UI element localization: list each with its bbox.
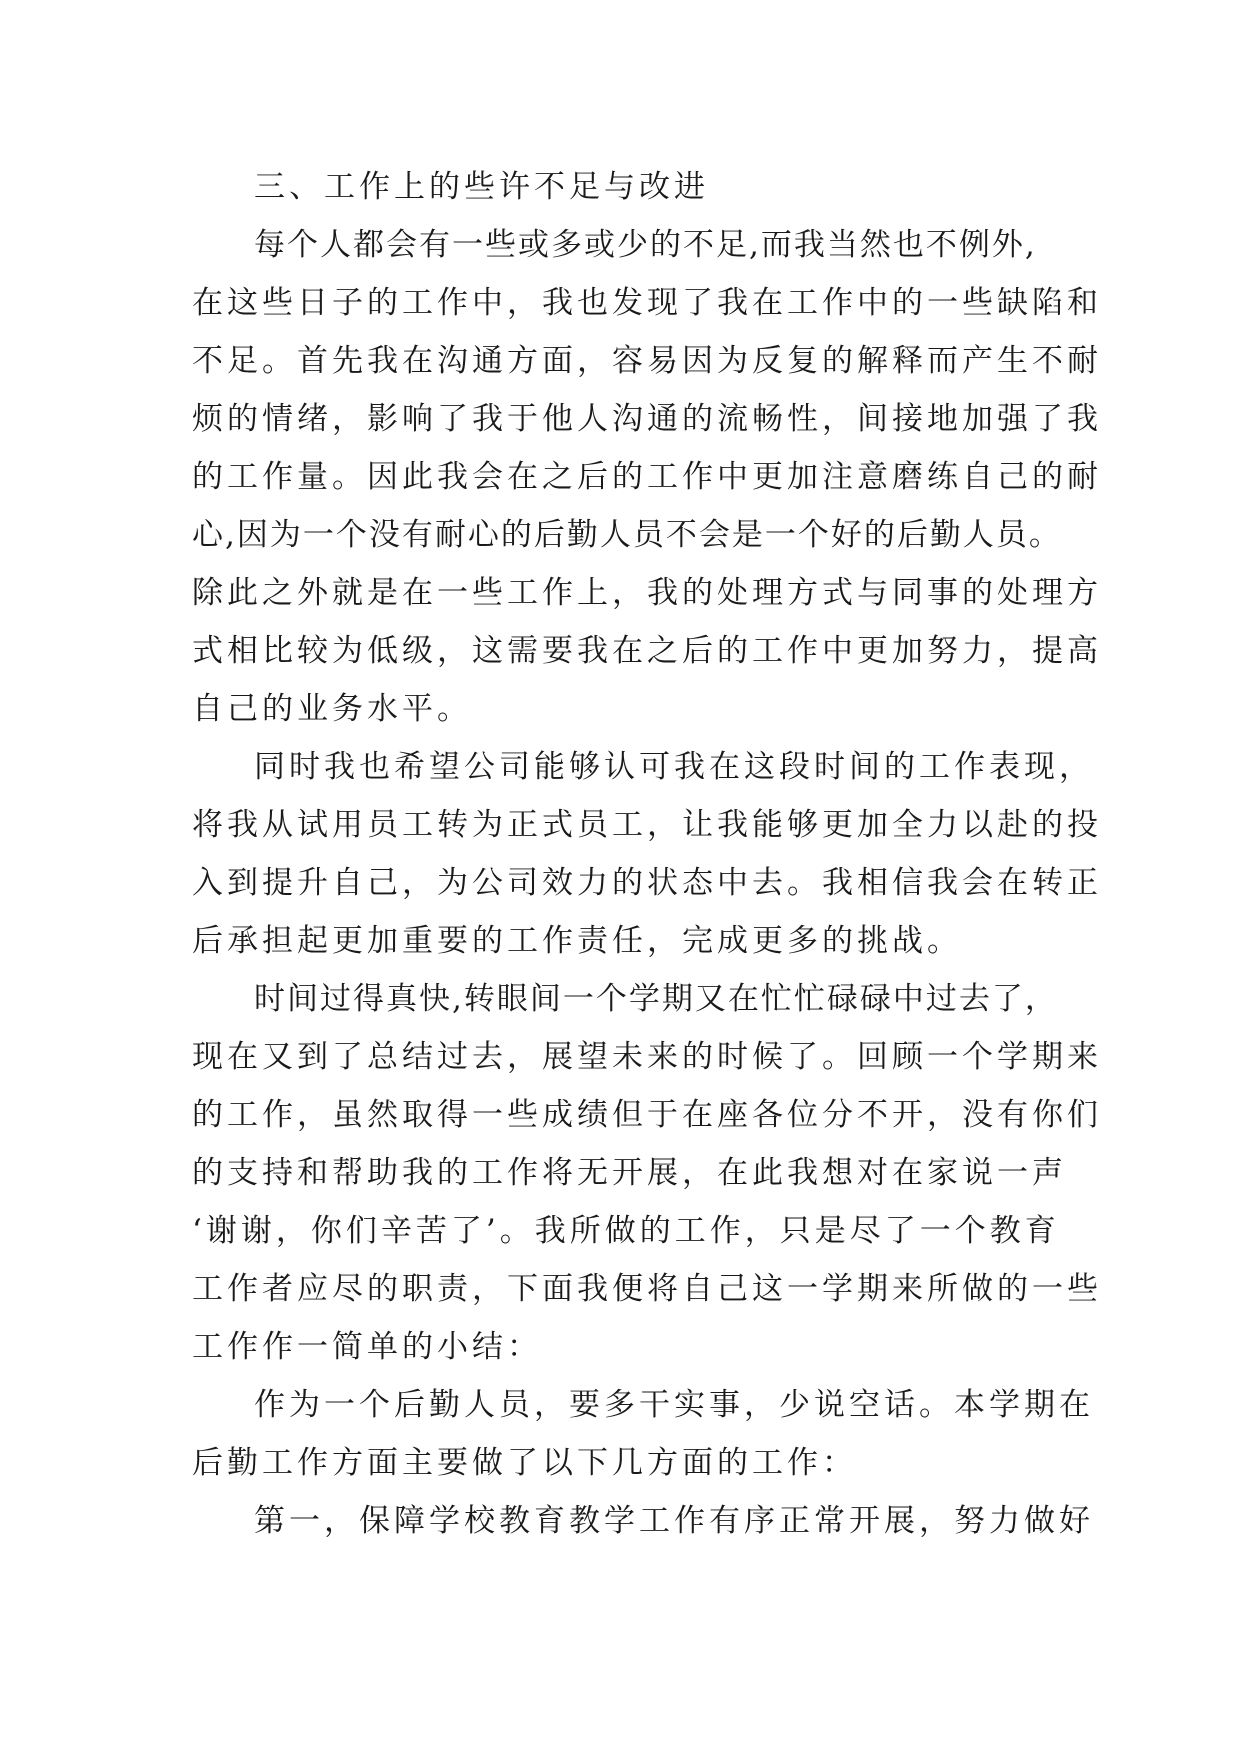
paragraph-line: 同时我也希望公司能够认可我在这段时间的工作表现， [254,749,1094,785]
paragraph-line: 作为一个后勤人员，要多干实事，少说空话。本学期在 [254,1387,1094,1423]
paragraph-line: 入到提升自己，为公司效力的状态中去。我相信我会在转正 [192,865,1102,901]
paragraph-line: 现在又到了总结过去，展望未来的时候了。回顾一个学期来 [192,1039,1102,1075]
paragraph-line: 后承担起更加重要的工作责任，完成更多的挑战。 [192,923,962,959]
paragraph-line: 在这些日子的工作中，我也发现了我在工作中的一些缺陷和 [192,285,1102,321]
paragraph-line: 第一，保障学校教育教学工作有序正常开展，努力做好 [254,1503,1094,1539]
paragraph-line: 除此之外就是在一些工作上，我的处理方式与同事的处理方 [192,575,1102,611]
paragraph-line: 工作作一简单的小结： [192,1329,542,1365]
paragraph-line: 的工作量。因此我会在之后的工作中更加注意磨练自己的耐 [192,459,1102,495]
paragraph-line: 工作者应尽的职责，下面我便将自己这一学期来所做的一些 [192,1271,1102,1307]
paragraph-line: 的工作，虽然取得一些成绩但于在座各位分不开，没有你们 [192,1097,1102,1133]
paragraph-line: 心,因为一个没有耐心的后勤人员不会是一个好的后勤人员。 [192,517,1062,553]
paragraph-line: 时间过得真快,转眼间一个学期又在忙忙碌碌中过去了， [254,981,1058,1017]
paragraph-line: 每个人都会有一些或多或少的不足,而我当然也不例外, [254,227,1037,263]
paragraph-line: 后勤工作方面主要做了以下几方面的工作： [192,1445,857,1481]
paragraph-line: 烦的情绪，影响了我于他人沟通的流畅性，间接地加强了我 [192,401,1102,437]
document-body [192,158,1102,1550]
paragraph-line: 不足。首先我在沟通方面，容易因为反复的解释而产生不耐 [192,343,1102,379]
paragraph-line: 自己的业务水平。 [192,691,472,727]
paragraph-line: 式相比较为低级，这需要我在之后的工作中更加努力，提高 [192,633,1102,669]
paragraph-line: ‘谢谢，你们辛苦了’。我所做的工作，只是尽了一个教育 [192,1213,1060,1249]
paragraph-line: 将我从试用员工转为正式员工，让我能够更加全力以赴的投 [192,807,1102,843]
paragraph-line: 的支持和帮助我的工作将无开展，在此我想对在家说一声 [192,1155,1067,1191]
section-heading: 三、工作上的些许不足与改进 [254,169,709,205]
